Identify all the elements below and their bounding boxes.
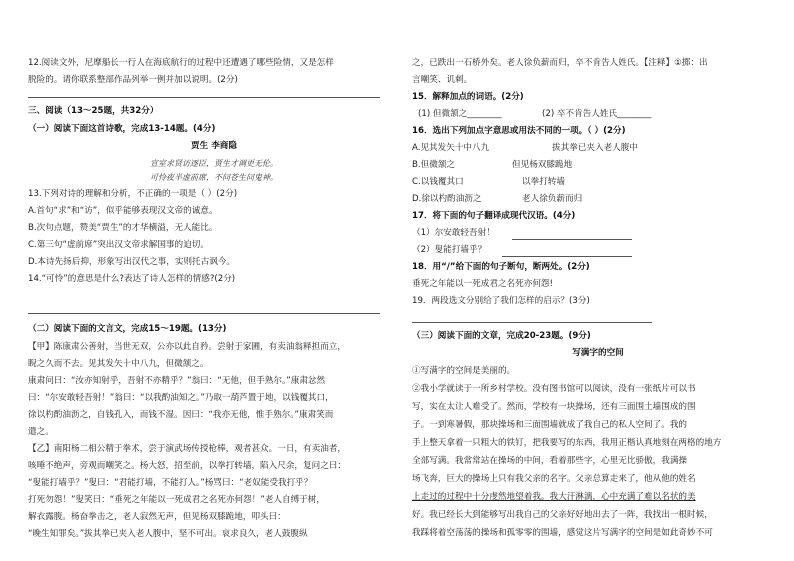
poem-line-2: 可怜夜半虚前席，不问苍生问鬼神。: [150, 173, 278, 182]
passage-continued-line: 言嘲笑、讥刺。: [412, 75, 473, 85]
passage-jia-line: 睨之久而不去。见其发矢十中八九，但微颔之。: [28, 359, 209, 369]
passage-jia-line: 康肃问曰：“汝亦知射乎，吾射不亦精乎？”翁曰：“无他，但手熟尔。”康肃忿然: [28, 376, 326, 386]
q13-option-d: D.本诗先扬后抑，形象写出汉代之事，实则托古讽今。: [28, 257, 236, 267]
q15-item-2: (2) 卒不肯告人姓氏________: [542, 109, 652, 119]
passage-jia-line: 曰：“尔安敢轻吾射！”翁曰：“以我酌油知之。”乃取一葫芦置于地，以钱覆其口，: [28, 393, 334, 403]
passage-yi-line: 咳唾不绝声，旁观而嘲笑之。杨大怒，招至前，以拳打转墙，陷入尺余，复问之曰：: [28, 461, 346, 471]
essay-line-underlined: 上走过的过程中十分虔然地望着我。我大汗淋漓，心中充满了难以名状的美: [412, 492, 696, 502]
essay-line: 好。我已经长大到能够写出我自己的父亲好好地出去了一阵，我找出一根时候，: [412, 510, 713, 520]
essay-line: 手上整天拿着一只粗大的铁钉，把我要写的东西，我用正楷认真地刻在两格的地方: [412, 438, 722, 448]
right-column: [412, 0, 784, 561]
answer-line: [512, 239, 632, 240]
passage-yi-line: 打死勿怨！”叟笑曰：“垂死之年能以一死成君之名死亦何怨！”老人自缚于树，: [28, 495, 325, 505]
answer-line: [412, 322, 652, 323]
section-3-title: 三、阅读（13～25题，共32分）: [28, 106, 159, 116]
part-2-title: （二）阅读下面的文言文，完成15～19题。(13分): [28, 324, 227, 334]
q16-option-b-right: 但见杨双膝跪地: [512, 160, 573, 170]
divider: [28, 313, 380, 314]
essay-title: 写满字的空间: [572, 348, 624, 358]
q16-option-a-right: 拔其拳已夹入老人腹中: [552, 143, 638, 153]
part-3-title: （三）阅读下面的文章，完成20-23题。(9分): [412, 331, 591, 341]
poem-title: 贾生 李商隐: [191, 141, 237, 151]
essay-line: 写，实在太让人难受了。然而，学校有一块操场，还有三面围土墙围成的围: [412, 402, 696, 412]
q12-line-1: 12.阅读文外，尼摩船长一行人在海底航行的过程中还遭遇了哪些险情，又是怎样: [28, 58, 334, 68]
part-1-title: （一）阅读下面这首诗歌，完成13-14题。(4分): [28, 124, 216, 134]
essay-line: 子。一到寒暑假，那块操场和三面围墙就成了我自己的私人空间了。我的: [412, 420, 688, 430]
q16-option-b-left: B.但微颔之: [412, 160, 456, 170]
q16-option-d-left: D.徐以杓酌油沥之: [412, 194, 482, 204]
q13-option-b: B.次句点题，赞美“贾生”的才华横溢，无人能比。: [28, 223, 218, 233]
essay-line: 全部写满。我常常站在操场的中间，看着那些字，心里无比骄傲，我满操: [412, 456, 688, 466]
q17-item-2: （2）叟能打墙乎？: [412, 245, 487, 255]
q16-option-c-right: 以拳打转墙: [522, 177, 565, 187]
q19: 19．两段选文分别给了我们怎样的启示？(3分): [412, 296, 590, 306]
left-column: [28, 0, 400, 561]
q16-option-a-left: A.见其发矢十中八九: [412, 143, 490, 153]
q15: 15．解释加点的词语。(2分): [412, 92, 524, 102]
q16-option-c-left: C.以钱覆其口: [412, 177, 464, 187]
q18-sentence: 垂死之年能以一死成君之名死亦何怨!: [412, 279, 553, 289]
passage-jia-line: 遣之。: [28, 427, 54, 437]
poem-line-1: 宣室求贤访逐臣，贾生才调更无伦。: [150, 159, 278, 168]
q13-option-c: C.第三句“虚前席”突出汉文帝求解国事的迫切。: [28, 240, 209, 250]
essay-line: ①写满字的空间是美丽的。: [412, 366, 516, 376]
divider: [28, 97, 380, 98]
q12-line-2: 脱险的。请你联系整部作品列举一例并加以说明。(2分): [28, 75, 238, 85]
q18: 18．用“/”给下面的句子断句，断两处。(2分): [412, 262, 590, 272]
answer-line: [502, 256, 632, 257]
q17: 17．将下面的句子翻译成现代汉语。(4分): [412, 211, 576, 221]
passage-yi-line: 【乙】南阳杨二相公精于拳术，尝于演武场传授枪棒，观者甚众。一日，有卖油者，: [28, 444, 346, 454]
passage-jia-line: 徐以杓酌油沥之，自钱孔入，而钱不湿。因曰：“我亦无他，惟手熟尔。”康肃笑而: [28, 410, 334, 420]
q13-option-a: A.首句“求”和“访”，似乎能够表现汉文帝的诚意。: [28, 206, 218, 216]
q16-option-d-right: 老人徐负薪而归: [522, 194, 583, 204]
passage-yi-line: “叟能打墙乎？”叟曰：“君能打墙，不能打人。”杨骂曰：“老奴能受我打乎？: [28, 478, 313, 488]
passage-jia-line: 【甲】陈康肃公善射，当世无双，公亦以此自矜。尝射于家圃，有卖油翁释担而立，: [28, 342, 346, 352]
q15-item-1: (1) 但微颔之________: [418, 109, 502, 119]
essay-line: ②我小学就读于一所乡村学校。没有图书馆可以阅读，没有一张纸片可以书: [412, 384, 696, 394]
essay-line: 场飞奔，巨大的操场上只有我父亲的名字。父亲总算走来了，他从他的姓名: [412, 474, 696, 484]
q17-item-1: （1）尔安敢轻吾射！: [412, 228, 495, 238]
q13-stem: 13.下列对诗的理解和分析，不正确的一项是（ ）(2分): [28, 189, 238, 199]
passage-continued-line: 之，已跌出一石桥外矣。老人徐负薪而归，卒不肯告人姓氏。【注释】①掷：出: [412, 58, 708, 68]
q16: 16．选出下列加点字意思或用法不同的一项。（ ）(2分): [412, 126, 626, 136]
essay-line: 我踩将着空荡荡的操场和孤零零的围墙，感觉这片写满字的空间是如此奇妙不可: [412, 528, 713, 538]
passage-yi-line: 解衣露腹。杨奋拳击之，老人寂然无声，但见杨双膝跪地，叩头曰：: [28, 512, 286, 522]
q14: 14.“可怜”的意思是什么?表达了诗人怎样的情感?(2分): [28, 274, 236, 284]
passage-yi-line: “晚生知罪矣。”拔其拳已夹入老人腹中，坚不可出。哀求良久，老人鼓腹纵: [28, 529, 308, 539]
